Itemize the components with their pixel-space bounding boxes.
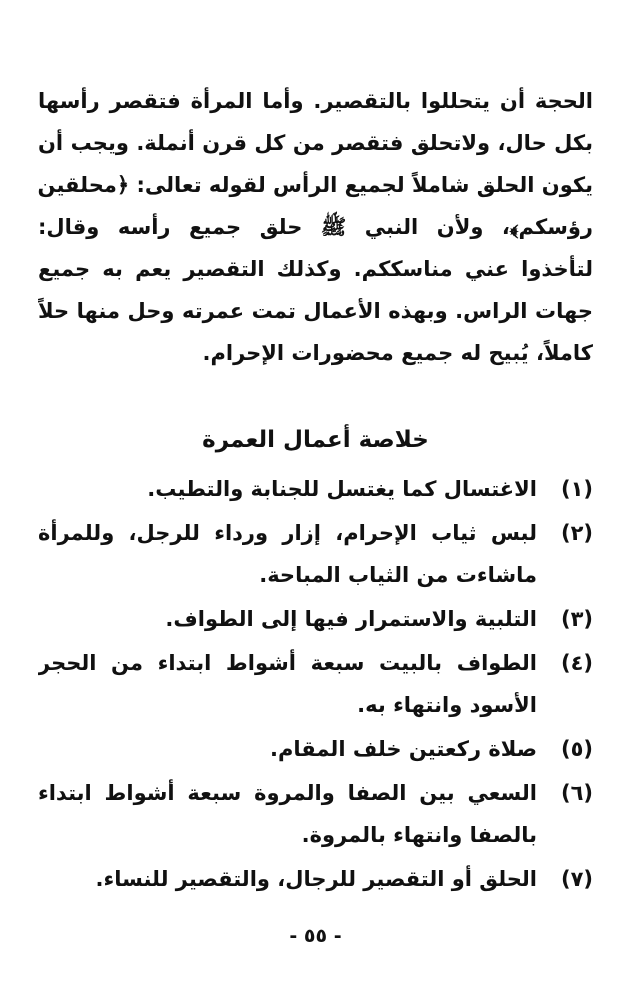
list-item: [38, 728, 593, 770]
section-heading: خلاصة أعمال العمرة: [202, 427, 429, 453]
list-item: [38, 512, 593, 596]
item-number: (٢): [560, 521, 593, 545]
umrah-steps-list: [38, 468, 593, 902]
list-item: [38, 598, 593, 640]
page-number: - ٥٥ -: [289, 925, 342, 947]
list-item: [38, 772, 593, 856]
item-text: صلاة ركعتين خلف المقام.: [269, 737, 537, 761]
paragraph-line: يكون الحلق شاملاً لجميع الرأس لقوله تعالى: ﴿محلقين: [38, 173, 593, 197]
item-number: (١): [560, 477, 593, 501]
item-number: (٦): [560, 781, 593, 805]
paragraph-line: رؤسكم﴾، ولأن النبي ﷺ حلق جميع رأسه وقال:: [38, 215, 593, 239]
item-text: الحلق أو التقصير للرجال، والتقصير للنساء.: [95, 867, 537, 891]
body-paragraph: [38, 80, 593, 374]
paragraph-line: لتأخذوا عني مناسككم. وكذلك التقصير يعم به جميع: [38, 257, 593, 281]
item-number: (٧): [560, 867, 593, 891]
item-text: السعي بين الصفا والمروة سبعة أشواط ابتداء: [38, 781, 537, 805]
paragraph-line: بكل حال، ولاتحلق فتقصر من كل قرن أنملة. ويجب أن: [38, 131, 593, 155]
paragraph-line: الحجة أن يتحللوا بالتقصير. وأما المرأة فتقصر رأسها: [38, 89, 593, 113]
item-text: التلبية والاستمرار فيها إلى الطواف.: [165, 607, 537, 631]
item-text: بالصفا وانتهاء بالمروة.: [301, 823, 537, 847]
list-item: [38, 858, 593, 900]
item-text: لبس ثياب الإحرام، إزار ورداء للرجل، وللمرأة: [38, 521, 537, 545]
list-item: [38, 468, 593, 510]
item-text: الطواف بالبيت سبعة أشواط ابتداء من الحجر: [38, 651, 537, 675]
paragraph-line: كاملاً، يُبيح له جميع محضورات الإحرام.: [202, 341, 593, 365]
item-number: (٣): [560, 607, 593, 631]
item-text: الاغتسال كما يغتسل للجنابة والتطيب.: [147, 477, 537, 501]
item-number: (٤): [560, 651, 593, 675]
item-text: الأسود وانتهاء به.: [357, 693, 537, 717]
item-number: (٥): [560, 737, 593, 761]
list-item: [38, 642, 593, 726]
item-text: ماشاءت من الثياب المباحة.: [259, 563, 537, 587]
paragraph-line: جهات الراس. وبهذه الأعمال تمت عمرته وحل منها حلاً: [38, 299, 593, 323]
